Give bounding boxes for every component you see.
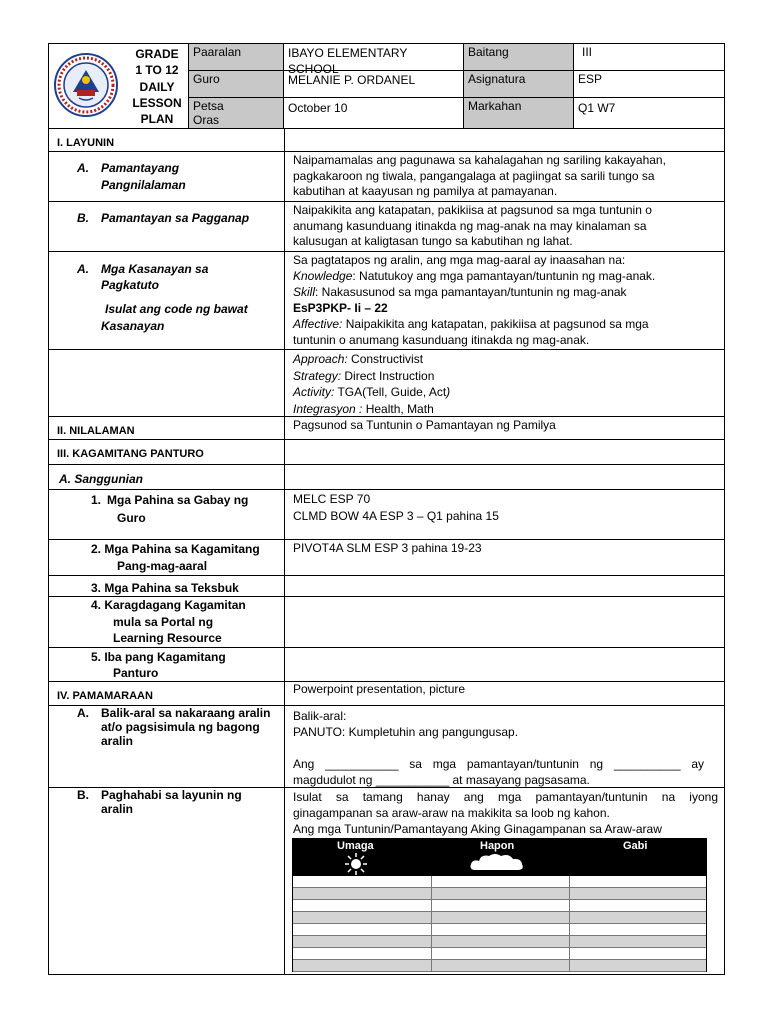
affective-label: Affective: (293, 317, 343, 331)
review-label-3: aralin (101, 734, 134, 748)
grade-label: Baitang (464, 44, 574, 71)
textbook-label-cell (49, 576, 285, 596)
nilalaman-row (49, 416, 724, 440)
text-line: Ang mga Tuntunin/Pamantayang Aking Ginagampanan sa Araw-araw (293, 822, 662, 836)
purpose-label-1: Paghahabi sa layunin ng (101, 788, 242, 802)
affective-text: Naipakikita ang katapatan, pakikiisa at pagsunod sa mga (342, 317, 649, 331)
schedule-row (293, 888, 706, 900)
teacher-guide-row (49, 490, 724, 540)
morning-label: Umaga (337, 840, 374, 852)
moon-icon (615, 852, 635, 874)
quarter-value: Q1 W7 (578, 101, 616, 115)
afternoon-label: Hapon (480, 840, 515, 852)
activity-line (293, 384, 720, 401)
approach-line (293, 351, 720, 368)
sun-icon (343, 853, 369, 875)
integration-label: Integrasyon : (293, 401, 363, 416)
performance-standard-label-cell (49, 202, 285, 251)
review-text (285, 706, 724, 787)
text-line: CLMD BOW 4A ESP 3 – Q1 pahina 15 (293, 509, 499, 523)
competency-label-2: Pagkatuto (101, 278, 160, 292)
activity-close: ) (446, 385, 451, 399)
evening-label: Gabi (623, 840, 648, 852)
text-line: Isulat sa tamang hanay ang mga pamantayan/tuntunin na iyong (293, 790, 718, 804)
text-line: magdudulot ng ___________ at masayang pagsasama. (293, 773, 590, 787)
competency-row (49, 252, 724, 350)
review-label-1: Balik-aral sa nakaraang aralin (101, 706, 271, 720)
purpose-letter: B. (77, 788, 89, 802)
text-line: Naipamamalas ang pagunawa sa kahalagahan ng sariling kakayahan, (293, 153, 666, 167)
competency-label-1: Mga Kasanayan sa (101, 262, 209, 276)
approach-row (49, 350, 724, 416)
strategy-value: Direct Instruction (341, 368, 435, 383)
daily-schedule-table (292, 838, 707, 972)
skill-label: Skill (293, 285, 316, 299)
plan-title (127, 46, 187, 127)
strategy-line (293, 368, 720, 385)
knowledge-label: Knowledge (293, 269, 353, 283)
text-line: kabutihan at kaayusan ng pamilya at pamayanan. (293, 184, 558, 198)
competency-text (285, 252, 724, 349)
other-materials-label-cell (49, 648, 285, 681)
text-line: tuntunin o anumang kasunduang itinakda ng mag-anak. (293, 333, 590, 347)
integration-line (293, 401, 720, 417)
date-value: October 10 (284, 98, 464, 128)
skill-text: : Nakasusunod sa mga pamantayan/tuntunin ng mag-anak (315, 285, 627, 299)
learner-material-label-cell (49, 540, 285, 575)
approach-value: Constructivist (347, 352, 424, 366)
performance-standard-text (285, 202, 724, 251)
schedule-row (293, 960, 706, 972)
schedule-row (293, 912, 706, 924)
review-letter: A. (77, 706, 89, 720)
subject-value: ESP (574, 71, 724, 98)
approach-label: Approach: (293, 352, 348, 366)
content-standard-text (285, 152, 724, 201)
pamamaraan-heading: IV. PAMAMARAAN (49, 682, 285, 705)
other-materials-label-2: Panturo (113, 666, 159, 680)
materials-value: Powerpoint presentation, picture (293, 682, 466, 696)
performance-standard-letter: B. (77, 211, 89, 225)
text-line: ginagampanan sa araw-araw na makikita sa loob ng kahon. (293, 806, 610, 820)
kagamitan-heading: III. KAGAMITANG PANTURO (49, 440, 285, 464)
header-section (49, 44, 724, 129)
competency-code: EsP3PKP- Ii – 22 (293, 301, 388, 315)
portal-label-cell (49, 597, 285, 647)
learner-material-row (49, 540, 724, 576)
teacher-value: MELANIE P. ORDANEL (284, 71, 464, 98)
teacher-label: Guro (189, 71, 284, 98)
plan-title-line: PLAN (140, 112, 174, 127)
grade-value: III (574, 44, 724, 71)
school-value: IBAYO ELEMENTARY SCHOOL (284, 44, 464, 71)
other-materials-label-1: 5. Iba pang Kagamitang (91, 650, 226, 664)
other-materials-row (49, 648, 724, 682)
strategy-label: Strategy: (293, 368, 342, 383)
nilalaman-heading: II. NILALAMAN (49, 417, 285, 439)
deped-seal-icon (53, 52, 119, 118)
content-standard-label-2: Pangnilalaman (101, 178, 186, 192)
review-row (49, 706, 724, 788)
kagamitan-heading-row (49, 440, 724, 465)
learner-material-label-1: 2. Mga Pahina sa Kagamitang (91, 542, 260, 556)
performance-standard-label: Pamantayan sa Pagganap (101, 211, 250, 225)
activity-label: Activity: (293, 385, 335, 399)
text-line: kalusugan at kaligtasan tungo sa kabutihan ng lahat. (293, 234, 573, 248)
time-label-line: Oras (193, 113, 220, 127)
quarter-label: Markahan (464, 98, 574, 128)
schedule-row (293, 936, 706, 948)
cloud-icon (469, 852, 525, 874)
schedule-row (293, 900, 706, 912)
textbook-row (49, 576, 724, 597)
schedule-row (293, 948, 706, 960)
portal-label-1: 4. Karagdagang Kagamitan (91, 598, 246, 612)
teacher-guide-label-2: Guro (117, 511, 146, 525)
plan-title-line: LESSON (132, 95, 182, 110)
schedule-divider (569, 876, 570, 971)
nilalaman-value: Pagsunod sa Tuntunin o Pamantayan ng Pamilya (293, 418, 556, 432)
portal-label-3: Learning Resource (113, 631, 222, 645)
activity-value: TGA(Tell, Guide, Act (334, 385, 447, 399)
learner-material-label-2: Pang-mag-aaral (117, 559, 208, 573)
school-label: Paaralan (189, 44, 284, 71)
content-standard-row (49, 152, 724, 202)
knowledge-line (293, 268, 720, 284)
competency-label-3: Isulat ang code ng bawat (105, 302, 248, 316)
text-line: anumang kasunduang itinakda ng mag-anak na may kinalaman sa (293, 218, 647, 233)
lesson-plan-sheet (48, 43, 725, 975)
pamamaraan-heading-row (49, 682, 724, 706)
text-line: Balik-aral: (293, 709, 347, 723)
content-standard-letter: A. (77, 161, 89, 175)
teacher-guide-num: 1. (91, 493, 102, 507)
layunin-heading-row (49, 128, 724, 152)
review-label-cell (49, 706, 285, 787)
schedule-row (293, 924, 706, 936)
schedule-header (293, 839, 706, 876)
text-line: Naipakikita ang katapatan, pakikiisa at pagsunod sa mga tuntunin o (293, 203, 652, 217)
approach-label-cell (49, 350, 285, 416)
fill-blank-line: Ang ___________ sa mga pamantayan/tuntunin ng __________ ay (293, 757, 704, 771)
date-label (189, 98, 284, 128)
text-line: PANUTO: Kumpletuhin ang pangungusap. (293, 725, 519, 739)
competency-label-4: Kasanayan (101, 319, 165, 333)
sanggunian-row (49, 465, 724, 490)
approach-text (285, 350, 724, 416)
layunin-heading: I. LAYUNIN (49, 128, 285, 151)
logo-cell (49, 44, 189, 128)
purpose-label-2: aralin (101, 802, 134, 816)
schedule-divider (431, 876, 432, 971)
plan-title-line: DAILY (139, 79, 175, 94)
text-line: Sa pagtatapos ng aralin, ang mga mag-aaral ay inaasahan na: (293, 253, 626, 267)
competency-label-cell (49, 252, 285, 349)
review-label-2: at/o pagsisimula ng bagong (101, 720, 260, 734)
content-standard-label-1: Pamantayang (101, 161, 180, 175)
affective-line (293, 316, 720, 332)
performance-standard-row (49, 202, 724, 252)
learner-material-value: PIVOT4A SLM ESP 3 pahina 19-23 (293, 541, 482, 555)
subject-label: Asignatura (464, 71, 574, 98)
textbook-label: 3. Mga Pahina sa Teksbuk (91, 581, 239, 595)
plan-title-line: GRADE (135, 47, 179, 61)
teacher-guide-label-1: Mga Pahina sa Gabay ng (107, 493, 249, 507)
teacher-guide-value (285, 490, 724, 539)
purpose-label-cell (49, 788, 285, 974)
text-line: pagkakaroon ng tiwala, pangangalaga at pagiingat sa sarili tungo sa (293, 168, 655, 183)
knowledge-text: : Natutukoy ang mga pamantayan/tuntunin ng mag-anak. (352, 269, 656, 283)
portal-row (49, 597, 724, 648)
text-line: MELC ESP 70 (293, 492, 371, 506)
competency-letter: A. (77, 262, 89, 276)
content-standard-label-cell (49, 152, 285, 201)
sanggunian-heading: A. Sanggunian (49, 465, 285, 489)
portal-label-2: mula sa Portal ng (113, 615, 214, 629)
integration-value: Health, Math (362, 401, 434, 416)
plan-title-line: 1 TO 12 (135, 63, 179, 78)
teacher-guide-label-cell (49, 490, 285, 539)
skill-line (293, 284, 720, 300)
date-label-line: Petsa (193, 99, 224, 113)
schedule-row (293, 876, 706, 888)
